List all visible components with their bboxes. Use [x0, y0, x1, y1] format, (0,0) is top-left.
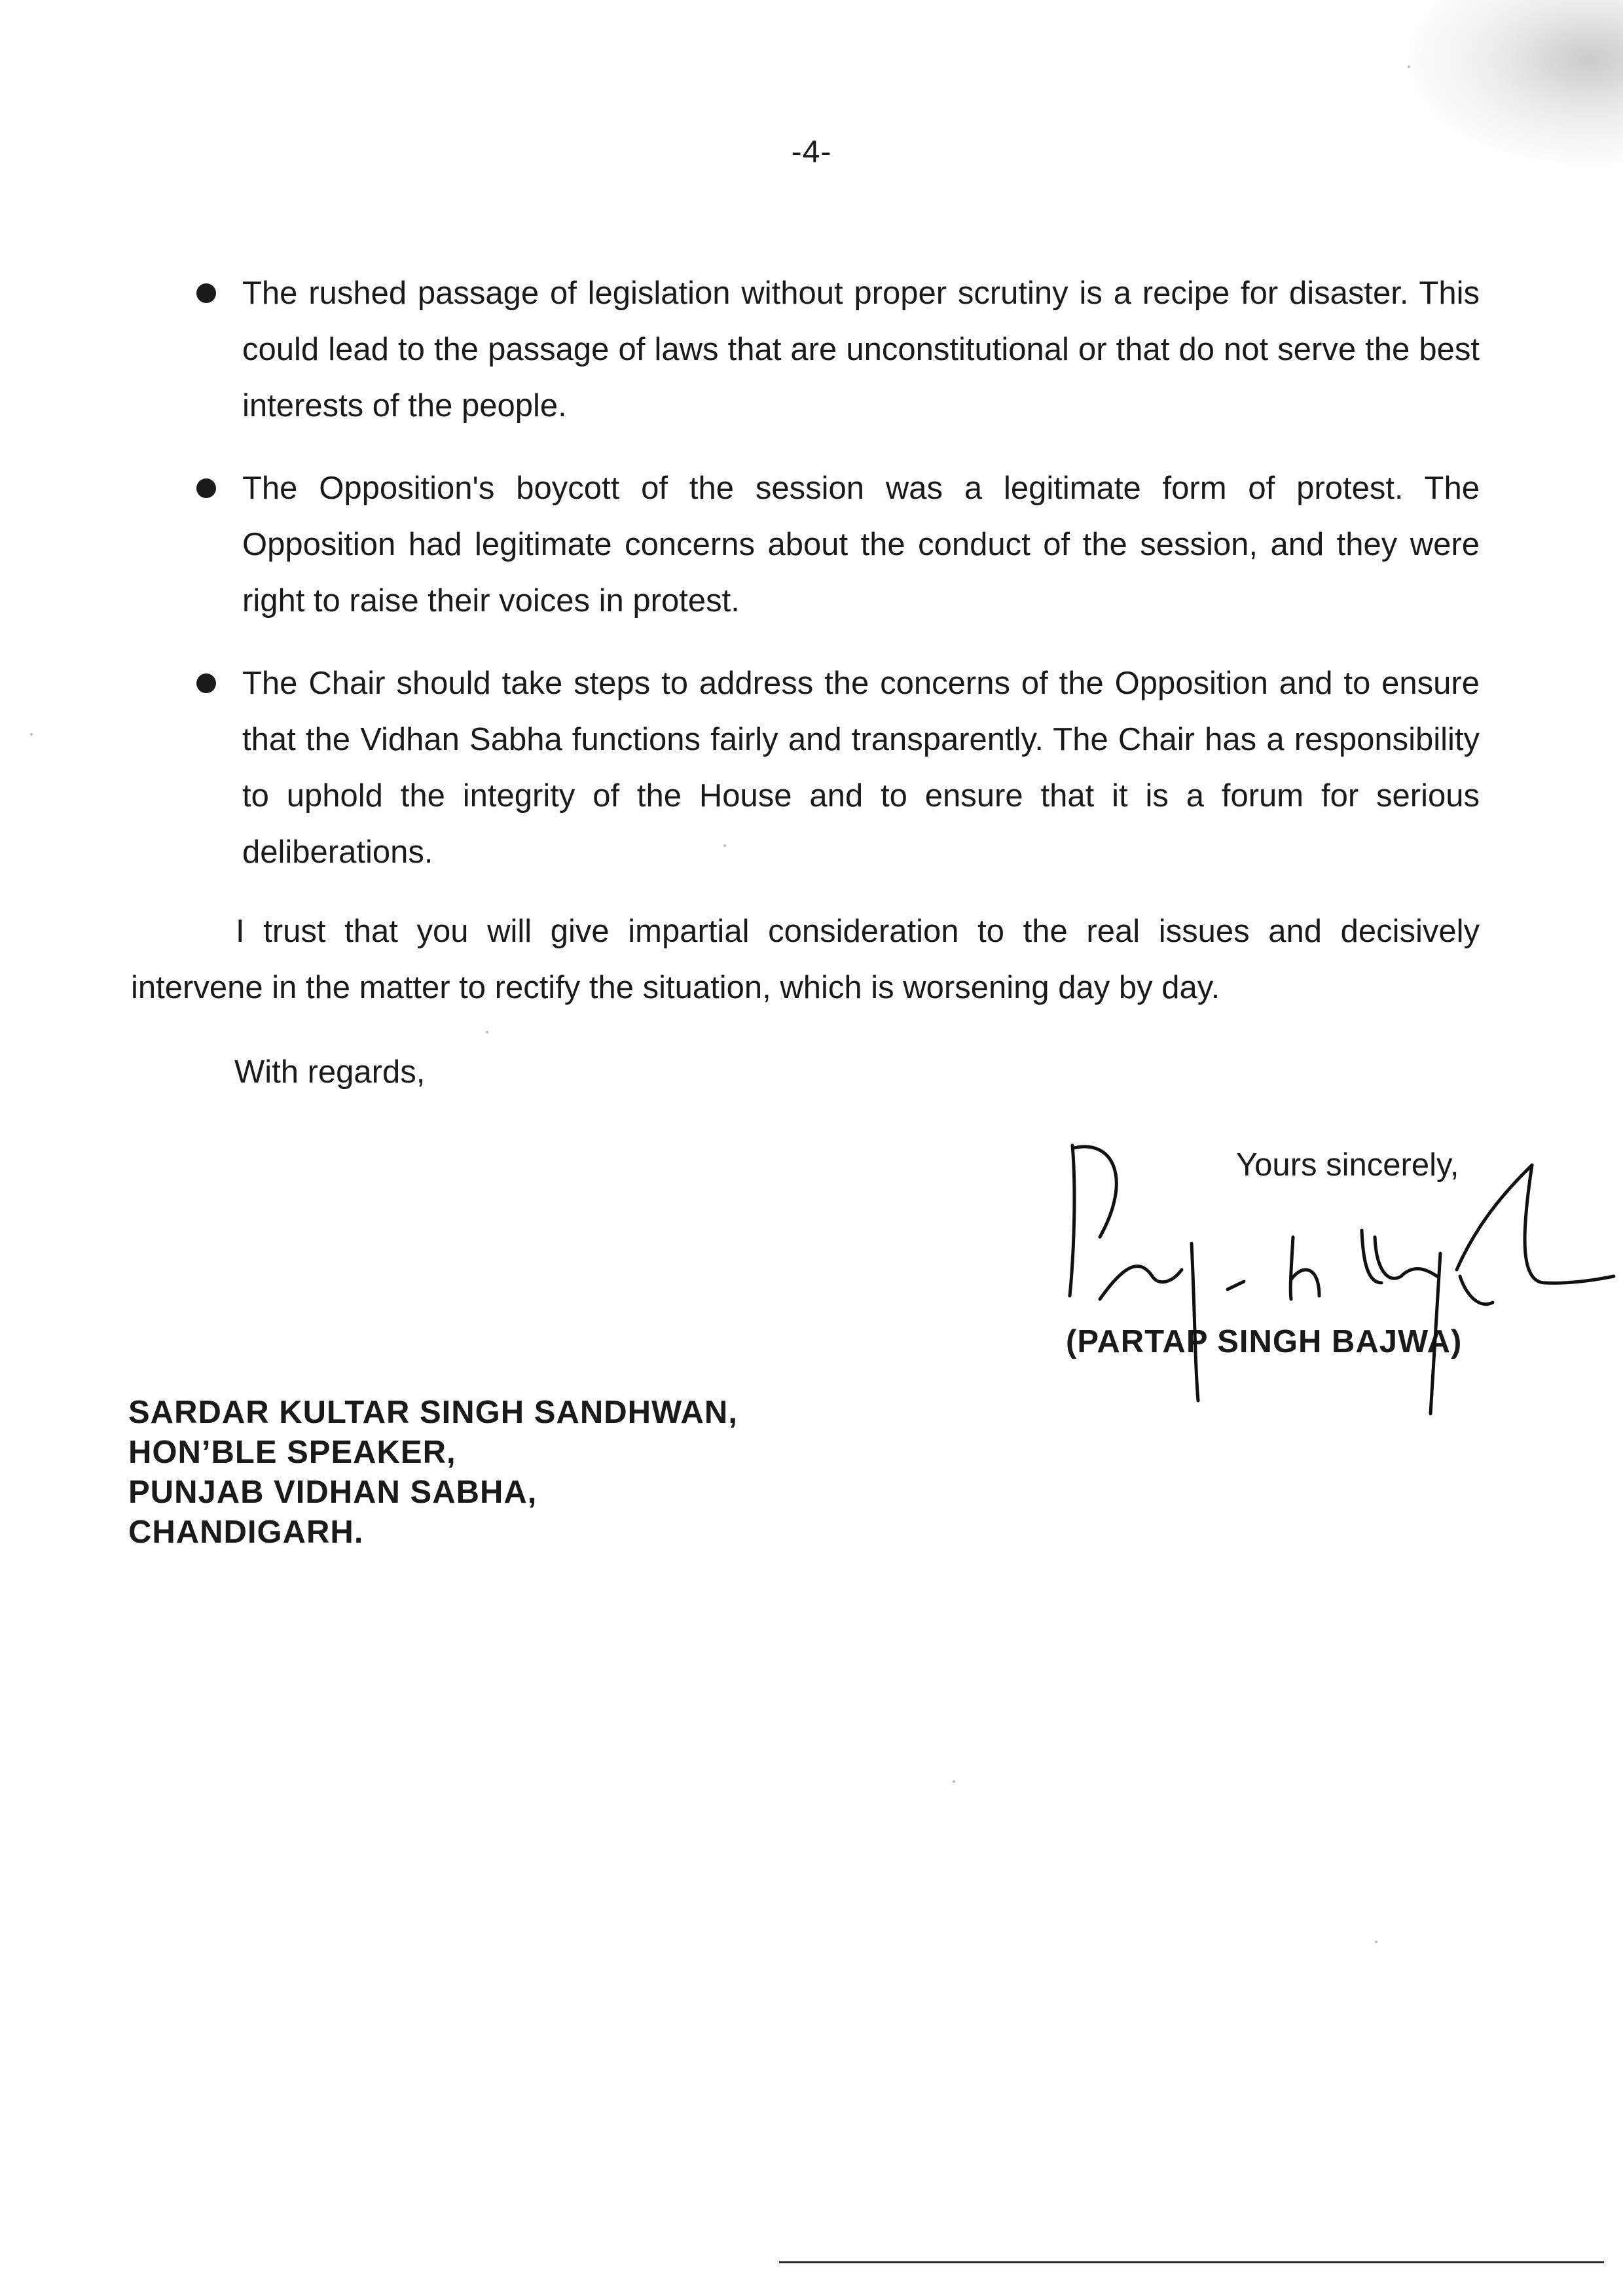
scan-speck	[953, 1780, 955, 1783]
addressee-line: HON’BLE SPEAKER,	[128, 1435, 456, 1470]
sender-name: (PARTAP SINGH BAJWA)	[1066, 1324, 1463, 1359]
bullet-item	[196, 655, 1480, 880]
bullet-dot-icon	[196, 283, 216, 303]
salutation: With regards,	[234, 1054, 426, 1090]
bullet-list	[196, 265, 1480, 906]
scan-speck	[1408, 65, 1410, 68]
handwritten-signature	[1061, 1139, 1617, 1440]
bullet-item	[196, 460, 1480, 629]
addressee-line: CHANDIGARH.	[128, 1515, 364, 1550]
addressee-line: PUNJAB VIDHAN SABHA,	[128, 1475, 538, 1510]
addressee-block	[128, 1393, 738, 1552]
bullet-text: The Chair should take steps to address the concerns of the Opposition and to ensure that the Vidhan Sabha functions fairly and transparently. The Chair has a responsibility to uphold the integrity of the House and to ensure that it is a forum for serious deliberations.	[242, 666, 1480, 870]
addressee-line: SARDAR KULTAR SINGH SANDHWAN,	[128, 1395, 738, 1430]
scan-speck	[486, 1031, 488, 1033]
bullet-text: The rushed passage of legislation without proper scrutiny is a recipe for disaster. This could lead to the passage of laws that are unconstitutional or that do not serve the best interests of the people.	[242, 276, 1480, 423]
bottom-rule	[779, 2261, 1604, 2263]
closing-paragraph: I trust that you will give impartial consideration to the real issues and decisively intervene in the matter to rectify the situation, which is worsening day by day.	[131, 914, 1480, 1005]
bullet-item	[196, 265, 1480, 434]
bullet-dot-icon	[196, 478, 216, 498]
scan-speck	[30, 733, 33, 736]
bullet-text: The Opposition's boycott of the session was a legitimate form of protest. The Opposition had legitimate concerns about the conduct of the session, and they were right to raise their voices in protest.	[242, 471, 1480, 619]
bullet-dot-icon	[196, 673, 216, 693]
page-number: -4-	[791, 135, 832, 170]
scan-speck	[723, 844, 726, 847]
valediction: Yours sincerely,	[1236, 1147, 1459, 1183]
scan-speck	[1375, 1941, 1377, 1943]
